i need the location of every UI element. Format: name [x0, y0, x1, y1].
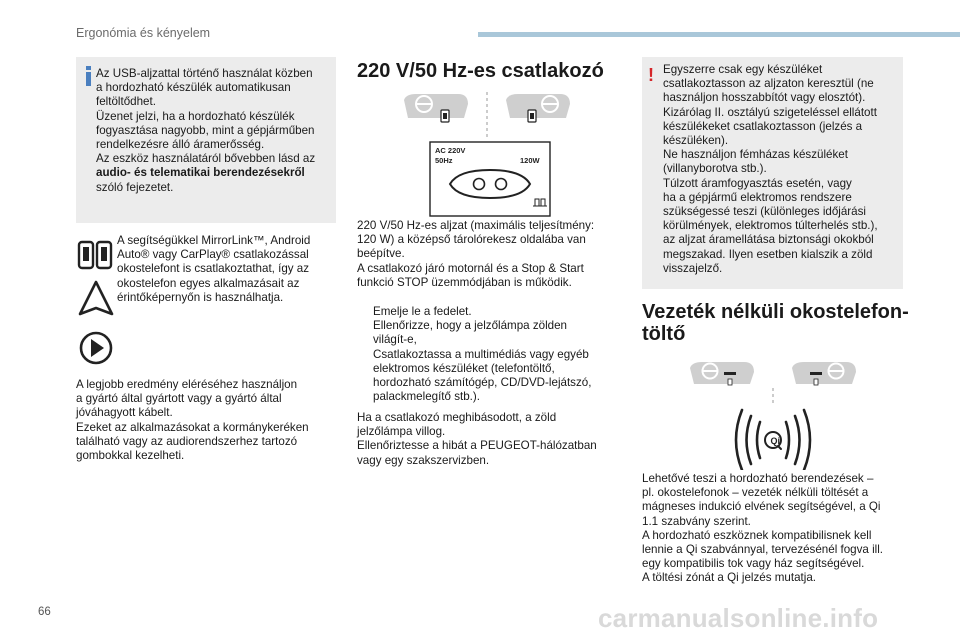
carplay-icon [81, 333, 111, 363]
text-line: 220 V/50 Hz-es aljzat (maximális teljesítmény: [357, 219, 595, 232]
info-line: rendelkezésre álló áramerősség. [96, 138, 265, 152]
title-line: Vezeték nélküli okostelefon- [642, 301, 909, 323]
text-line: (villanyborotva stb.). [663, 162, 767, 176]
qi-logo-label: Qi [770, 436, 781, 446]
text-line: 1.1 szabvány szerint. [642, 514, 751, 528]
info-line: Az USB-aljzattal történő használat közben [96, 67, 313, 80]
info-bold-reference: audio- és telematikai berendezésekről [96, 166, 305, 180]
title-line: töltő [642, 323, 686, 345]
text-line: jelzőlámpa villog. [357, 425, 446, 439]
mirrorlink-icon [79, 242, 111, 268]
socket-label-power: 120W [520, 156, 540, 165]
wireless-charger-illustration [688, 360, 858, 470]
text-line: A töltési zónát a Qi jelzés mutatja. [642, 571, 816, 585]
text-line: használjon hosszabbítót vagy elosztót). [663, 91, 866, 105]
console-left-illustration [404, 94, 468, 122]
text-line: pl. okostelefonok – vezeték nélküli töltését a [642, 486, 869, 500]
section-title-wireless-charger [642, 301, 912, 345]
info-line: feltöltődhet. [96, 95, 156, 109]
text-line: Túlzott áramfogyasztás esetén, vagy [663, 176, 852, 190]
text-line: 120 W) a középső tárolórekesz oldalába van [357, 233, 586, 247]
text-line: Csatlakoztassa a multimédiás vagy egyéb [373, 347, 589, 361]
info-line: a hordozható készülék automatikusan [96, 81, 291, 95]
arrow-bullet-icon [357, 305, 373, 319]
info-line: szóló fejezetet. [96, 180, 174, 194]
info-line: Üzenet jelzi, ha a hordozható készülék [96, 109, 295, 123]
cable-recommendation-text [76, 378, 338, 463]
text-line: Ne használjon fémházas készüléket [663, 148, 848, 162]
socket-label-frequency: 50Hz [435, 156, 453, 165]
socket-steps-list [357, 305, 619, 404]
text-line: visszajelző. [663, 261, 723, 275]
socket-label-voltage: AC 220V [435, 146, 466, 155]
info-note-text [96, 67, 332, 195]
text-line: okostelefont is csatlakoztathat, így az [117, 262, 310, 276]
text-line: Ellenőriztesse a hibát a PEUGEOT-hálózatban [357, 439, 597, 453]
socket-fault-text [357, 411, 619, 468]
text-line: palackmelegítő stb.). [373, 390, 480, 404]
wireless-charger-description [642, 472, 907, 586]
console-left-illustration [690, 362, 754, 385]
info-line: Az eszköz használatáról bővebben lásd az [96, 152, 316, 166]
text-line: egy kompatibilis tok vagy ház segítségével. [642, 557, 865, 571]
warning-note-box [642, 57, 903, 289]
text-line: körülmények, elektromos túlterhelés stb.), [663, 219, 878, 233]
list-item [357, 319, 619, 347]
text-line: szükségessé teszi (különleges időjárási [663, 205, 866, 219]
text-line: hordozható számítógép, CD/DVD-lejátszó, [373, 376, 592, 390]
text-line: Kizárólag II. osztályú szigeteléssel ellátott [663, 105, 877, 119]
list-item [357, 305, 619, 319]
warning-icon: ! [648, 65, 654, 85]
text-line: elektromos készüléket (telefontöltő, [373, 361, 555, 375]
text-line: Egyszerre csak egy készüléket [663, 63, 823, 76]
text-line: Auto® vagy CarPlay® csatlakozással [117, 248, 309, 262]
arrow-bullet-icon [357, 319, 373, 347]
text-line: Ha a csatlakozó meghibásodott, a zöld [357, 411, 557, 424]
text-line: A hordozható eszköznek kompatibilisnek kell [642, 528, 872, 542]
section-header-title: Ergonómia és kényelem [76, 26, 211, 40]
socket-panel-illustration [430, 142, 550, 216]
text-line: lennie a Qi szabvánnyal, tervezésénél fogva ill. [642, 543, 884, 557]
text-line: található vagy az audiorendszerhez tartozó [76, 434, 298, 448]
mirrorlink-description [117, 234, 339, 305]
text-line: Ezeket az alkalmazásokat a kormánykeréken [76, 420, 309, 434]
text-line: okostelefon egyes alkalmazásait az [117, 276, 300, 290]
list-item [357, 348, 619, 405]
socket-illustration [402, 92, 572, 217]
text-line: A csatlakozó járó motornál és a Stop & Start [357, 261, 584, 275]
text-line: jóváhagyott kábelt. [76, 406, 173, 420]
text-line: mágneses indukció elvének segítségével, a Qi [642, 500, 881, 514]
text-line: Lehetővé teszi a hordozható berendezések – [642, 472, 874, 485]
page-number: 66 [38, 606, 51, 618]
text-line: vagy egy szakszervizben. [357, 453, 490, 467]
text-line: Ellenőrizze, hogy a jelzőlámpa zölden [373, 319, 567, 333]
text-line: megszakad. Ilyen esetben kialszik a zöld [663, 247, 873, 261]
text-line: gombokkal kezelheti. [76, 449, 185, 463]
text-line: Emelje le a fedelet. [373, 305, 472, 318]
app-icons-column [76, 236, 116, 366]
watermark: carmanualsonline.info [598, 603, 879, 633]
text-line: A legjobb eredmény eléréséhez használjon [76, 378, 298, 391]
text-line: a gyártó által gyártott vagy a gyártó által [76, 392, 282, 406]
text-line: A segítségükkel MirrorLink™, Android [117, 234, 311, 247]
text-line: világít-e, [373, 333, 417, 347]
warning-note-text [663, 63, 899, 276]
text-line: készülékeket csatlakoztasson (jelzés a [663, 119, 863, 133]
info-note-box [76, 57, 336, 223]
text-line: beépítve. [357, 247, 405, 261]
socket-description [357, 219, 619, 290]
arrow-bullet-icon [357, 348, 373, 405]
android-auto-icon [80, 282, 112, 314]
info-line: fogyasztása nagyobb, mint a gépjárműben [96, 123, 315, 137]
text-line: ha a gépjármű elektromos rendszere [663, 190, 852, 204]
text-line: készüléken). [663, 134, 729, 148]
section-title-socket: 220 V/50 Hz-es csatlakozó [357, 60, 604, 82]
text-line: csatlakoztasson az aljzaton keresztül (ne [663, 77, 874, 91]
header-accent-bar [478, 32, 960, 37]
console-right-illustration [792, 362, 856, 385]
text-line: érintőképernyőn is használhatja. [117, 290, 284, 304]
text-line: az aljzat áramellátása biztonsági okokból [663, 233, 874, 247]
text-line: funkció STOP üzemmódjában is működik. [357, 275, 572, 289]
console-right-illustration [506, 94, 570, 122]
